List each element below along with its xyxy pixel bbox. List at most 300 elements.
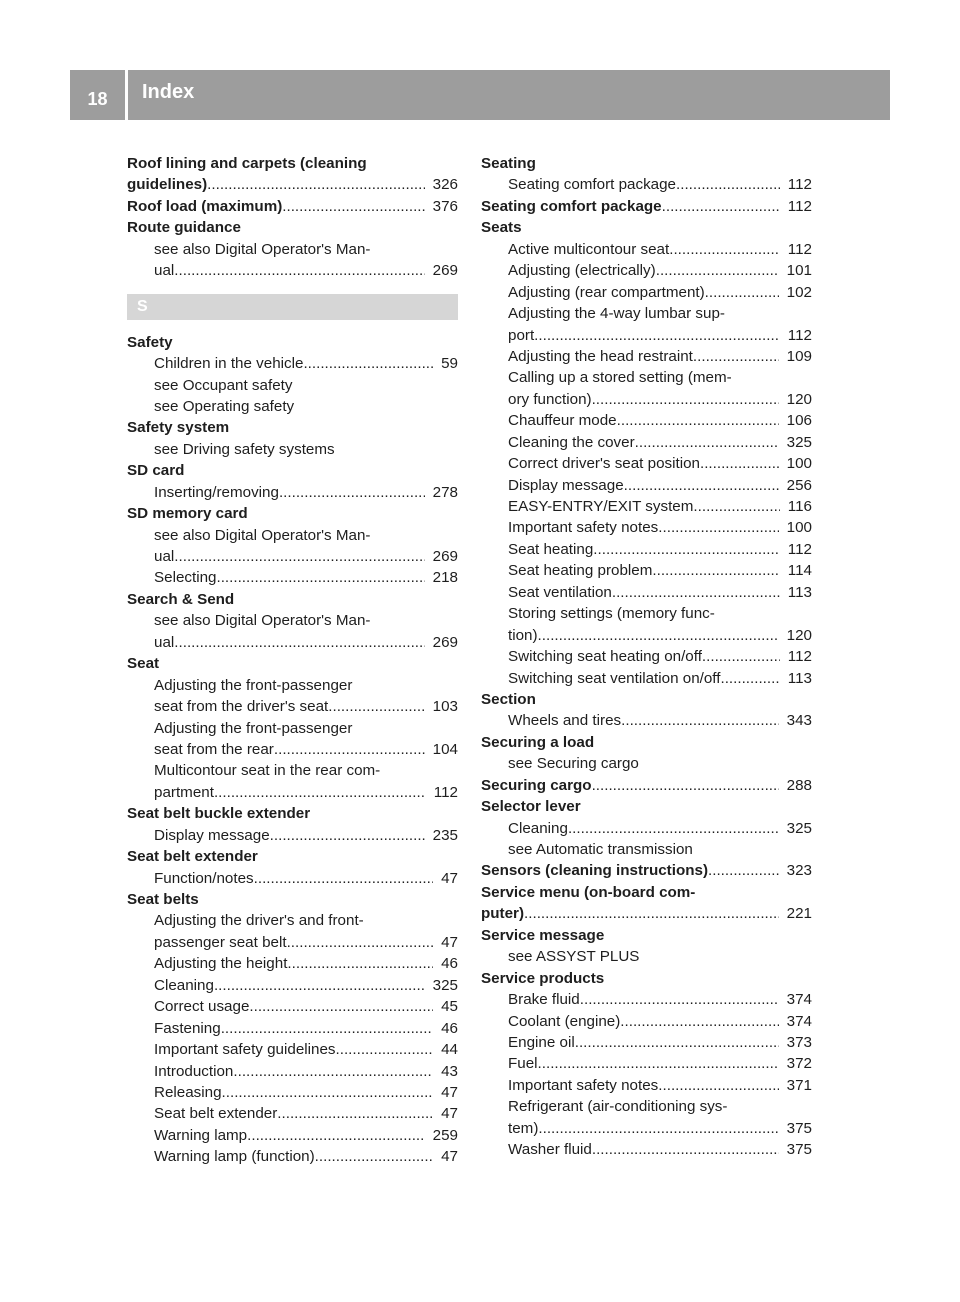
dot-leader: [658, 1075, 778, 1096]
dot-leader: [580, 989, 779, 1010]
entry-text: Route guidance: [127, 219, 241, 237]
entry-text: SD card: [127, 462, 185, 480]
entry-text: Seating comfort package: [508, 176, 677, 194]
entry-text: Active multicontour seat: [508, 240, 670, 258]
dot-leader: [279, 482, 425, 503]
page-reference[interactable]: 343: [786, 712, 812, 730]
entry-text: puter): [481, 905, 525, 923]
entry-text: Cleaning: [508, 819, 568, 837]
index-subentry: [127, 675, 458, 696]
entry-text: Correct driver's seat position: [508, 455, 700, 473]
index-subentry[interactable]: [481, 1011, 812, 1032]
dot-leader: [214, 782, 426, 803]
page-reference[interactable]: 278: [432, 483, 458, 501]
entry-text: Refrigerant (air-conditioning sys-: [508, 1098, 728, 1116]
entry-text: Important safety notes: [508, 1076, 659, 1094]
page-reference[interactable]: 269: [432, 262, 458, 280]
entry-text: partment: [154, 783, 214, 801]
index-subentry[interactable]: [481, 560, 812, 581]
entry-text: Seating comfort package: [481, 197, 662, 215]
entry-text: seat from the rear: [154, 740, 274, 758]
dot-leader: [534, 325, 780, 346]
page-reference[interactable]: 114: [787, 562, 812, 580]
index-subentry[interactable]: [481, 496, 812, 517]
index-entry: [481, 968, 812, 989]
entry-text: see Operating safety: [154, 397, 295, 415]
index-subentry: [127, 610, 458, 631]
page-reference[interactable]: 112: [433, 783, 458, 801]
entry-text: Switching seat ventilation on/off: [508, 669, 721, 687]
page-reference[interactable]: 112: [787, 540, 812, 558]
dot-leader: [174, 632, 424, 653]
entry-text: Search & Send: [127, 590, 235, 608]
entry-text: Fuel: [508, 1055, 538, 1073]
entry-text: Selector lever: [481, 798, 581, 816]
dot-leader: [287, 932, 434, 953]
section-title: Index: [142, 80, 195, 103]
index-subentry: [127, 760, 458, 781]
dot-leader: [221, 1018, 433, 1039]
index-entry: [127, 803, 458, 824]
index-subentry: [481, 367, 812, 388]
dot-leader: [287, 953, 433, 974]
dot-leader: [621, 710, 779, 731]
entry-text: SD memory card: [127, 505, 248, 523]
entry-text: see Automatic transmission: [508, 841, 693, 858]
entry-text: Adjusting the height: [154, 955, 288, 973]
index-subentry[interactable]: [481, 453, 812, 474]
entry-text: Switching seat heating on/off: [508, 648, 702, 666]
entry-text: Seat belt extender: [127, 848, 258, 866]
dot-leader: [568, 818, 779, 839]
index-subentry[interactable]: [127, 1061, 458, 1082]
entry-text: see also Digital Operator's Man-: [154, 240, 371, 258]
entry-text: Inserting/removing: [154, 483, 279, 501]
entry-text: Display message: [154, 826, 270, 844]
index-entry[interactable]: [127, 196, 458, 217]
page-reference[interactable]: 221: [786, 905, 812, 923]
page-reference[interactable]: 374: [786, 991, 812, 1009]
index-subentry[interactable]: [481, 517, 812, 538]
page-reference[interactable]: 371: [786, 1076, 812, 1094]
index-subentry[interactable]: [481, 646, 812, 667]
index-subentry[interactable]: [481, 325, 812, 346]
index-subentry[interactable]: [481, 710, 812, 731]
entry-text: Cleaning: [154, 976, 214, 994]
entry-text: Function/notes: [154, 869, 254, 887]
index-subentry[interactable]: [481, 582, 812, 603]
dot-leader: [575, 1032, 779, 1053]
page-reference[interactable]: 47: [441, 933, 458, 951]
entry-text: Seat belts: [127, 891, 199, 908]
entry-text: Chauffeur mode: [508, 412, 617, 430]
entry-text: tem): [508, 1119, 539, 1137]
index-subentry[interactable]: [127, 996, 458, 1017]
page-reference[interactable]: 102: [786, 283, 812, 301]
index-entry: [127, 460, 458, 481]
page-reference[interactable]: 100: [786, 455, 812, 473]
index-subentry[interactable]: [481, 989, 812, 1010]
entry-text: Adjusting (rear compartment): [508, 283, 705, 301]
entry-text: Adjusting the driver's and front-: [154, 912, 364, 930]
index-entry: [127, 417, 458, 438]
dot-leader: [254, 868, 433, 889]
page-reference[interactable]: 323: [786, 862, 812, 880]
page-reference[interactable]: 288: [786, 776, 812, 794]
entry-text: Safety: [127, 333, 173, 351]
page-reference[interactable]: 113: [787, 583, 812, 601]
page-reference[interactable]: 59: [441, 355, 458, 373]
entry-text: Securing a load: [481, 733, 595, 751]
dot-leader: [720, 668, 779, 689]
page-reference[interactable]: 101: [786, 262, 812, 280]
index-subentry[interactable]: [481, 818, 812, 839]
entry-text: Brake fluid: [508, 991, 580, 1009]
entry-text: see also Digital Operator's Man-: [154, 526, 371, 544]
index-subentry: [127, 525, 458, 546]
dot-leader: [708, 860, 779, 881]
entry-text: Important safety guidelines: [154, 1041, 336, 1059]
index-subentry[interactable]: [481, 432, 812, 453]
index-entry: [481, 732, 812, 753]
dot-leader: [676, 174, 780, 195]
entry-text: Adjusting the head restraint: [508, 347, 693, 365]
entry-text: ual: [154, 633, 175, 651]
page-reference[interactable]: 218: [432, 569, 458, 587]
entry-text: Service menu (on-board com-: [481, 883, 696, 901]
letter-heading: S: [127, 294, 458, 320]
page-reference[interactable]: 375: [786, 1141, 812, 1159]
page-reference[interactable]: 112: [787, 648, 812, 666]
index-subentry[interactable]: [127, 932, 458, 953]
index-subentry[interactable]: [127, 782, 458, 803]
page-reference[interactable]: 46: [441, 955, 458, 973]
dot-leader: [592, 389, 779, 410]
entry-text: Calling up a stored setting (mem-: [508, 369, 732, 387]
page-reference[interactable]: 372: [786, 1055, 812, 1073]
page-reference[interactable]: 325: [786, 433, 812, 451]
index-subentry[interactable]: [481, 1118, 812, 1139]
page-reference[interactable]: 259: [432, 1126, 458, 1144]
index-subentry: [481, 303, 812, 324]
index-subentry: [481, 603, 812, 624]
dot-leader: [624, 475, 779, 496]
dot-leader: [328, 696, 424, 717]
dot-leader: [538, 1118, 778, 1139]
dot-leader: [222, 1082, 434, 1103]
index-subentry: [481, 753, 812, 774]
index-entry: [481, 925, 812, 946]
index-subentry[interactable]: [481, 475, 812, 496]
entry-text: Seat heating problem: [508, 562, 653, 580]
page-reference[interactable]: 103: [432, 698, 458, 716]
index-entry[interactable]: [481, 903, 812, 924]
entry-text: ual: [154, 262, 175, 280]
entry-text: see Driving safety systems: [154, 440, 335, 458]
index-subentry[interactable]: [481, 389, 812, 410]
page-reference[interactable]: 46: [441, 1019, 458, 1037]
entry-text: Display message: [508, 476, 624, 494]
index-column-left: [127, 153, 458, 1168]
index-subentry[interactable]: [481, 1032, 812, 1053]
entry-text: Storing settings (memory func-: [508, 605, 715, 623]
index-subentry: [127, 375, 458, 396]
page-reference[interactable]: 44: [441, 1041, 458, 1059]
index-entry[interactable]: [481, 775, 812, 796]
index-subentry[interactable]: [481, 1075, 812, 1096]
entry-text: see also Digital Operator's Man-: [154, 612, 371, 630]
dot-leader: [693, 346, 779, 367]
index-subentry[interactable]: [127, 482, 458, 503]
index-entry[interactable]: [481, 860, 812, 881]
index-subentry: [127, 718, 458, 739]
dot-leader: [592, 1139, 779, 1160]
dot-leader: [652, 560, 779, 581]
index-entry: [127, 589, 458, 610]
index-subentry[interactable]: [127, 353, 458, 374]
page-reference[interactable]: 106: [786, 412, 812, 430]
dot-leader: [693, 496, 779, 517]
index-entry: [127, 332, 458, 353]
entry-text: see Securing cargo: [508, 755, 639, 773]
entry-text: Seat belt extender: [154, 1105, 278, 1123]
page-reference[interactable]: 376: [432, 197, 458, 215]
dot-leader: [635, 432, 779, 453]
dot-leader: [336, 1039, 434, 1060]
entry-text: Securing cargo: [481, 776, 592, 794]
index-subentry[interactable]: [127, 1146, 458, 1167]
dot-leader: [656, 260, 779, 281]
entry-text: Adjusting the front-passenger: [154, 719, 353, 737]
page-reference[interactable]: 47: [441, 869, 458, 887]
index-subentry[interactable]: [127, 1039, 458, 1060]
index-subentry[interactable]: [481, 625, 812, 646]
entry-text: Roof load (maximum): [127, 197, 283, 215]
dot-leader: [700, 453, 779, 474]
index-subentry: [481, 946, 812, 967]
dot-leader: [658, 517, 778, 538]
index-entry: [481, 689, 812, 710]
index-subentry[interactable]: [481, 282, 812, 303]
index-subentry[interactable]: [127, 567, 458, 588]
entry-text: Safety system: [127, 419, 230, 437]
entry-text: Adjusting the 4-way lumbar sup-: [508, 305, 725, 323]
entry-text: Selecting: [154, 569, 217, 587]
entry-text: passenger seat belt: [154, 933, 287, 951]
index-entry: [127, 653, 458, 674]
index-entry[interactable]: [481, 196, 812, 217]
entry-text: Multicontour seat in the rear com-: [154, 762, 381, 780]
index-subentry[interactable]: [127, 953, 458, 974]
entry-text: Service message: [481, 926, 605, 944]
dot-leader: [174, 260, 424, 281]
index-subentry[interactable]: [127, 546, 458, 567]
index-subentry[interactable]: [127, 260, 458, 281]
entry-text: ory function): [508, 390, 592, 408]
entry-text: Engine oil: [508, 1033, 575, 1051]
index-subentry: [127, 239, 458, 260]
page-reference[interactable]: 256: [786, 476, 812, 494]
entry-text: Children in the vehicle: [154, 355, 304, 373]
entry-text: Adjusting (electrically): [508, 262, 656, 280]
dot-leader: [705, 282, 779, 303]
page-reference[interactable]: 112: [787, 240, 812, 258]
dot-leader: [592, 775, 779, 796]
page-reference[interactable]: 100: [786, 519, 812, 537]
index-subentry[interactable]: [481, 1053, 812, 1074]
entry-text: Seat: [127, 655, 160, 673]
index-entry[interactable]: [127, 174, 458, 195]
index-subentry[interactable]: [127, 739, 458, 760]
index-entry: [481, 882, 812, 903]
entry-text: ual: [154, 548, 175, 565]
page-reference[interactable]: 112: [787, 176, 812, 194]
entry-text: Sensors (cleaning instructions): [481, 862, 709, 880]
entry-text: Cleaning the cover: [508, 433, 635, 451]
entry-text: see ASSYST PLUS: [508, 948, 640, 966]
page-reference[interactable]: 47: [441, 1148, 458, 1166]
dot-leader: [247, 1125, 425, 1146]
index-entry: [127, 846, 458, 867]
index-subentry: [127, 439, 458, 460]
dot-leader: [612, 582, 780, 603]
entry-text: Warning lamp: [154, 1126, 248, 1144]
dot-leader: [270, 825, 425, 846]
entry-text: Seat heating: [508, 540, 594, 558]
dot-leader: [277, 1103, 433, 1124]
index-subentry[interactable]: [127, 1103, 458, 1124]
page-reference[interactable]: 47: [441, 1083, 458, 1101]
dot-leader: [174, 546, 424, 567]
dot-leader: [593, 539, 779, 560]
page-reference[interactable]: 112: [787, 326, 812, 344]
page-reference[interactable]: 45: [441, 998, 458, 1016]
dot-leader: [214, 975, 425, 996]
entry-text: Section: [481, 690, 536, 708]
index-subentry: [127, 396, 458, 417]
index-subentry[interactable]: [481, 174, 812, 195]
entry-text: tion): [508, 626, 538, 644]
index-subentry[interactable]: [127, 1018, 458, 1039]
index-subentry: [481, 1096, 812, 1117]
dot-leader: [282, 196, 424, 217]
page-reference[interactable]: 43: [441, 1062, 458, 1080]
dot-leader: [538, 1053, 779, 1074]
page-reference[interactable]: 120: [786, 390, 812, 408]
entry-text: Fastening: [154, 1019, 221, 1037]
entry-text: Important safety notes: [508, 519, 659, 537]
page-reference[interactable]: 269: [432, 548, 458, 565]
dot-leader: [617, 410, 779, 431]
index-entry: [127, 153, 458, 174]
entry-text: Service products: [481, 969, 605, 987]
entry-text: Releasing: [154, 1083, 222, 1101]
entry-text: Seating: [481, 155, 536, 172]
entry-text: Adjusting the front-passenger: [154, 676, 353, 694]
entry-text: seat from the driver's seat: [154, 698, 329, 716]
page-reference[interactable]: 375: [786, 1119, 812, 1137]
entry-text: Correct usage: [154, 998, 250, 1016]
dot-leader: [669, 239, 780, 260]
index-subentry[interactable]: [481, 346, 812, 367]
dot-leader: [233, 1061, 433, 1082]
page-reference[interactable]: 326: [432, 176, 458, 194]
index-subentry[interactable]: [127, 1125, 458, 1146]
index-subentry[interactable]: [481, 410, 812, 431]
entry-text: Washer fluid: [508, 1141, 592, 1159]
page-reference[interactable]: 373: [786, 1033, 812, 1051]
dot-leader: [249, 996, 433, 1017]
index-entry: [481, 217, 812, 238]
entry-text: Wheels and tires: [508, 712, 622, 730]
page-reference[interactable]: 113: [787, 669, 812, 687]
index-subentry[interactable]: [127, 696, 458, 717]
dot-leader: [303, 353, 433, 374]
page-reference[interactable]: 269: [432, 633, 458, 651]
index-subentry[interactable]: [127, 1082, 458, 1103]
entry-text: see Occupant safety: [154, 376, 293, 394]
entry-text: port: [508, 326, 535, 344]
entry-text: Introduction: [154, 1062, 234, 1080]
header-divider: [125, 70, 128, 120]
index-entry: [481, 153, 812, 174]
dot-leader: [216, 567, 424, 588]
page-reference[interactable]: 112: [787, 197, 812, 215]
index-entry: [481, 796, 812, 817]
dot-leader: [274, 739, 425, 760]
dot-leader: [662, 196, 780, 217]
page-number: 18: [87, 88, 108, 109]
entry-text: Warning lamp (function): [154, 1148, 315, 1166]
dot-leader: [207, 174, 424, 195]
dot-leader: [538, 625, 779, 646]
index-subentry[interactable]: [127, 975, 458, 996]
page-reference[interactable]: 120: [786, 626, 812, 644]
dot-leader: [620, 1011, 778, 1032]
index-subentry: [481, 839, 812, 860]
entry-text: Coolant (engine): [508, 1012, 621, 1030]
index-subentry[interactable]: [481, 260, 812, 281]
page-reference[interactable]: 325: [786, 819, 812, 837]
index-subentry[interactable]: [481, 239, 812, 260]
index-subentry: [127, 910, 458, 931]
index-subentry[interactable]: [481, 1139, 812, 1160]
page-reference[interactable]: 47: [441, 1105, 458, 1123]
index-subentry[interactable]: [127, 825, 458, 846]
page-reference[interactable]: 109: [786, 347, 812, 365]
entry-text: Seat ventilation: [508, 583, 612, 601]
dot-leader: [315, 1146, 433, 1167]
entry-text: Seat belt buckle extender: [127, 805, 311, 823]
entry-text: Roof lining and carpets (cleaning: [127, 155, 367, 172]
dot-leader: [524, 903, 779, 924]
index-subentry[interactable]: [481, 539, 812, 560]
index-subentry[interactable]: [127, 868, 458, 889]
page-reference[interactable]: 116: [787, 498, 812, 515]
index-subentry[interactable]: [481, 668, 812, 689]
index-entry: [127, 503, 458, 524]
page-reference[interactable]: 374: [786, 1012, 812, 1030]
entry-text: guidelines): [127, 176, 208, 194]
index-entry: [127, 217, 458, 238]
index-column-right: [481, 153, 812, 1161]
page-reference[interactable]: 235: [432, 826, 458, 844]
index-subentry[interactable]: [127, 632, 458, 653]
entry-text: Seats: [481, 219, 522, 237]
page-reference[interactable]: 104: [432, 740, 458, 758]
page-reference[interactable]: 325: [432, 976, 458, 994]
dot-leader: [702, 646, 780, 667]
